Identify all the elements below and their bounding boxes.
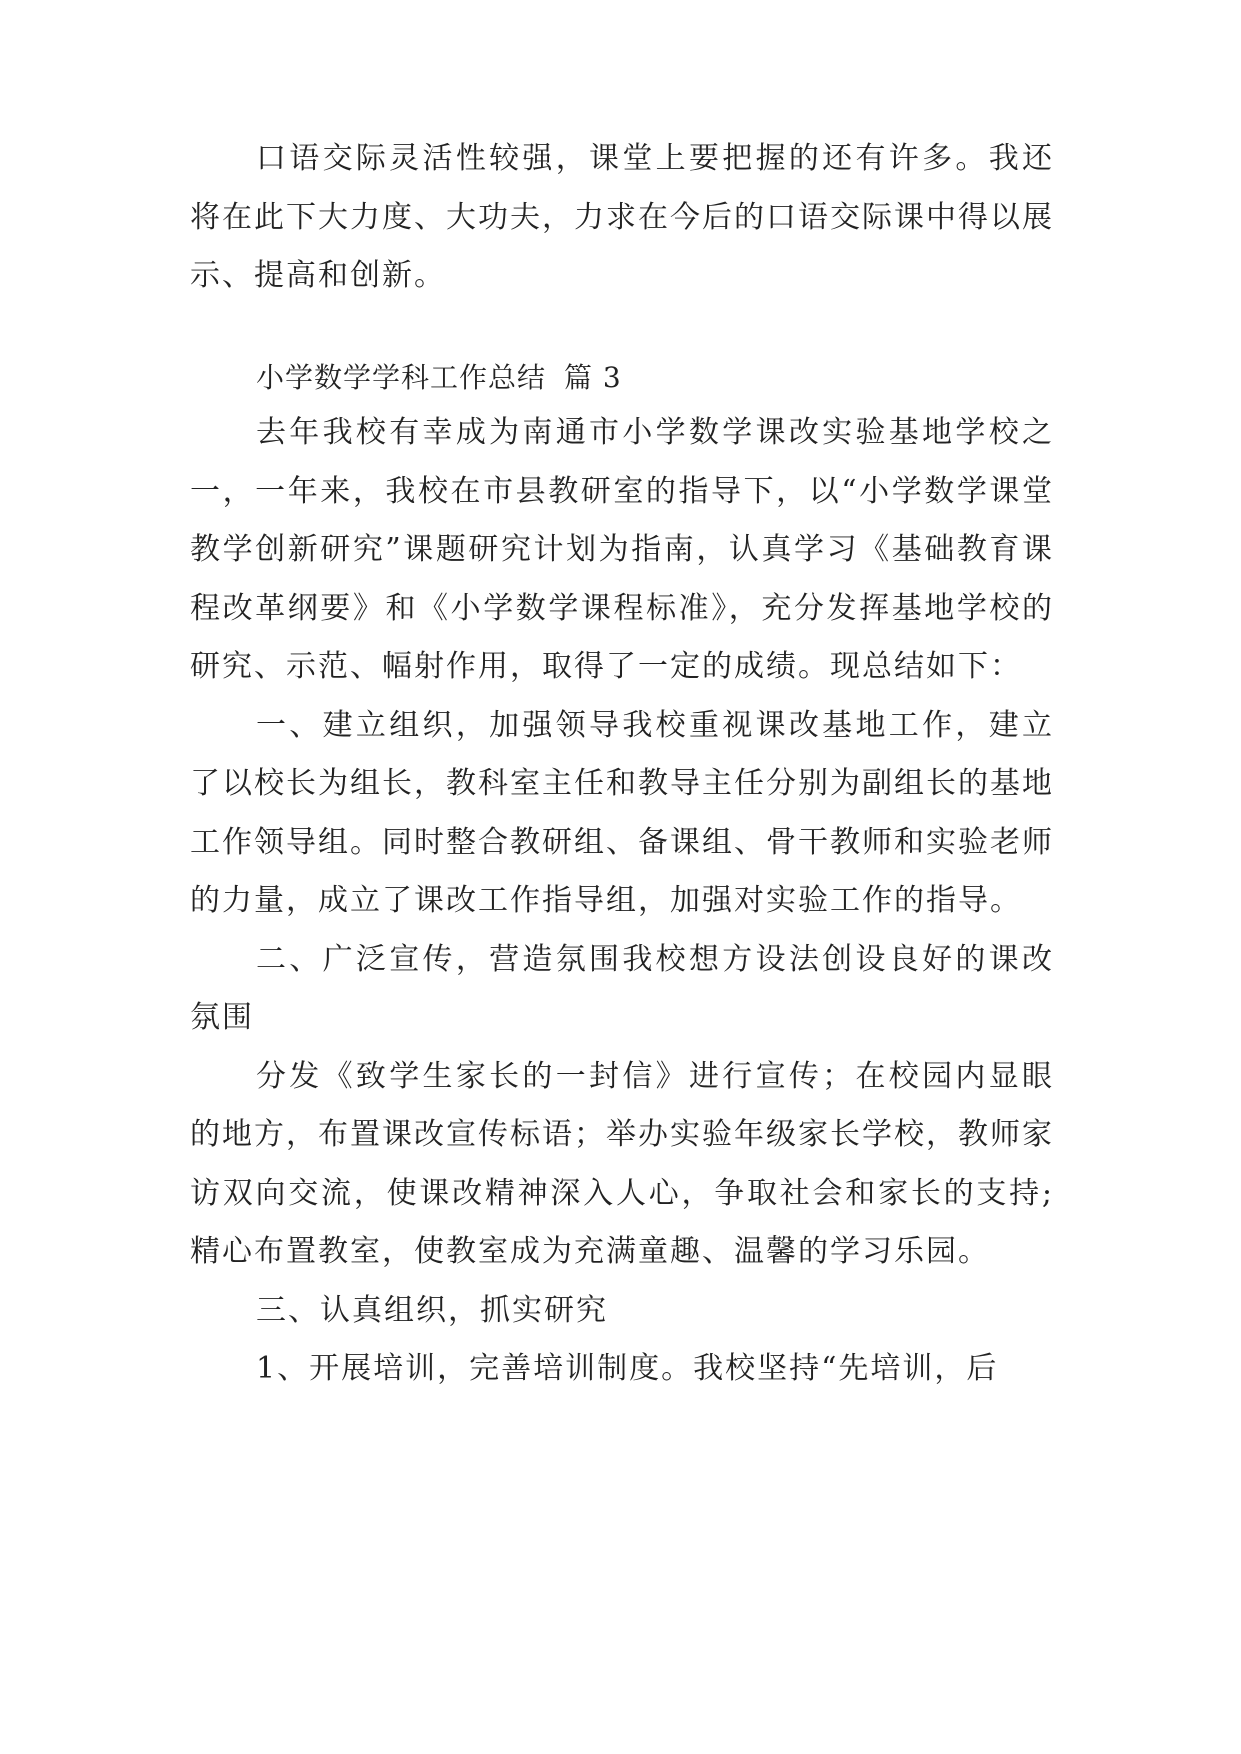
paragraph-oral-communication: 口语交际灵活性较强，课堂上要把握的还有许多。我还将在此下大力度、大功夫，力求在今后的口语交际课中得以展示、提高和创新。 <box>190 141 1054 293</box>
paragraph-intro: 去年我校有幸成为南通市小学数学课改实验基地学校之一，一年来，我校在市县教研室的指导下，以“小学数学课堂教学创新研究”课题研究计划为指南，认真学习《基础教育课程改革纲要》和《小学数学课程标准》，充分发挥基地学校的研究、示范、幅射作用，取得了一定的成绩。现总结如下： <box>190 415 1054 684</box>
paragraph-training: 1、开展培训，完善培训制度。我校坚持“先培训，后 <box>256 1351 999 1386</box>
section-heading <box>256 358 622 398</box>
intro-text-block <box>190 130 1054 306</box>
section-heading-number: 篇 3 <box>564 361 622 394</box>
paragraph-section-one: 一、建立组织，加强领导我校重视课改基地工作，建立了以校长为组长，教科室主任和教导主任分别为副组长的基地工作领导组。同时整合教研组、备课组、骨干教师和实验老师的力量，成立了课改工作指导组，加强对实验工作的指导。 <box>190 707 1054 918</box>
paragraph-publicity: 分发《致学生家长的一封信》进行宣传；在校园内显眼的地方，布置课改宣传标语；举办实验年级家长学校，教师家访双向交流，使课改精神深入人心，争取社会和家长的支持;精心布置教室，使教室成为充满童趣、温馨的学习乐园。 <box>190 1058 1054 1269</box>
paragraph-section-three: 三、认真组织，抓实研究 <box>256 1292 608 1328</box>
paragraph-section-two: 二、广泛宣传，营造氛围我校想方设法创设良好的课改氛围 <box>190 941 1054 1035</box>
section-heading-title: 小学数学学科工作总结 <box>256 361 547 394</box>
main-text-block <box>190 404 1054 1399</box>
